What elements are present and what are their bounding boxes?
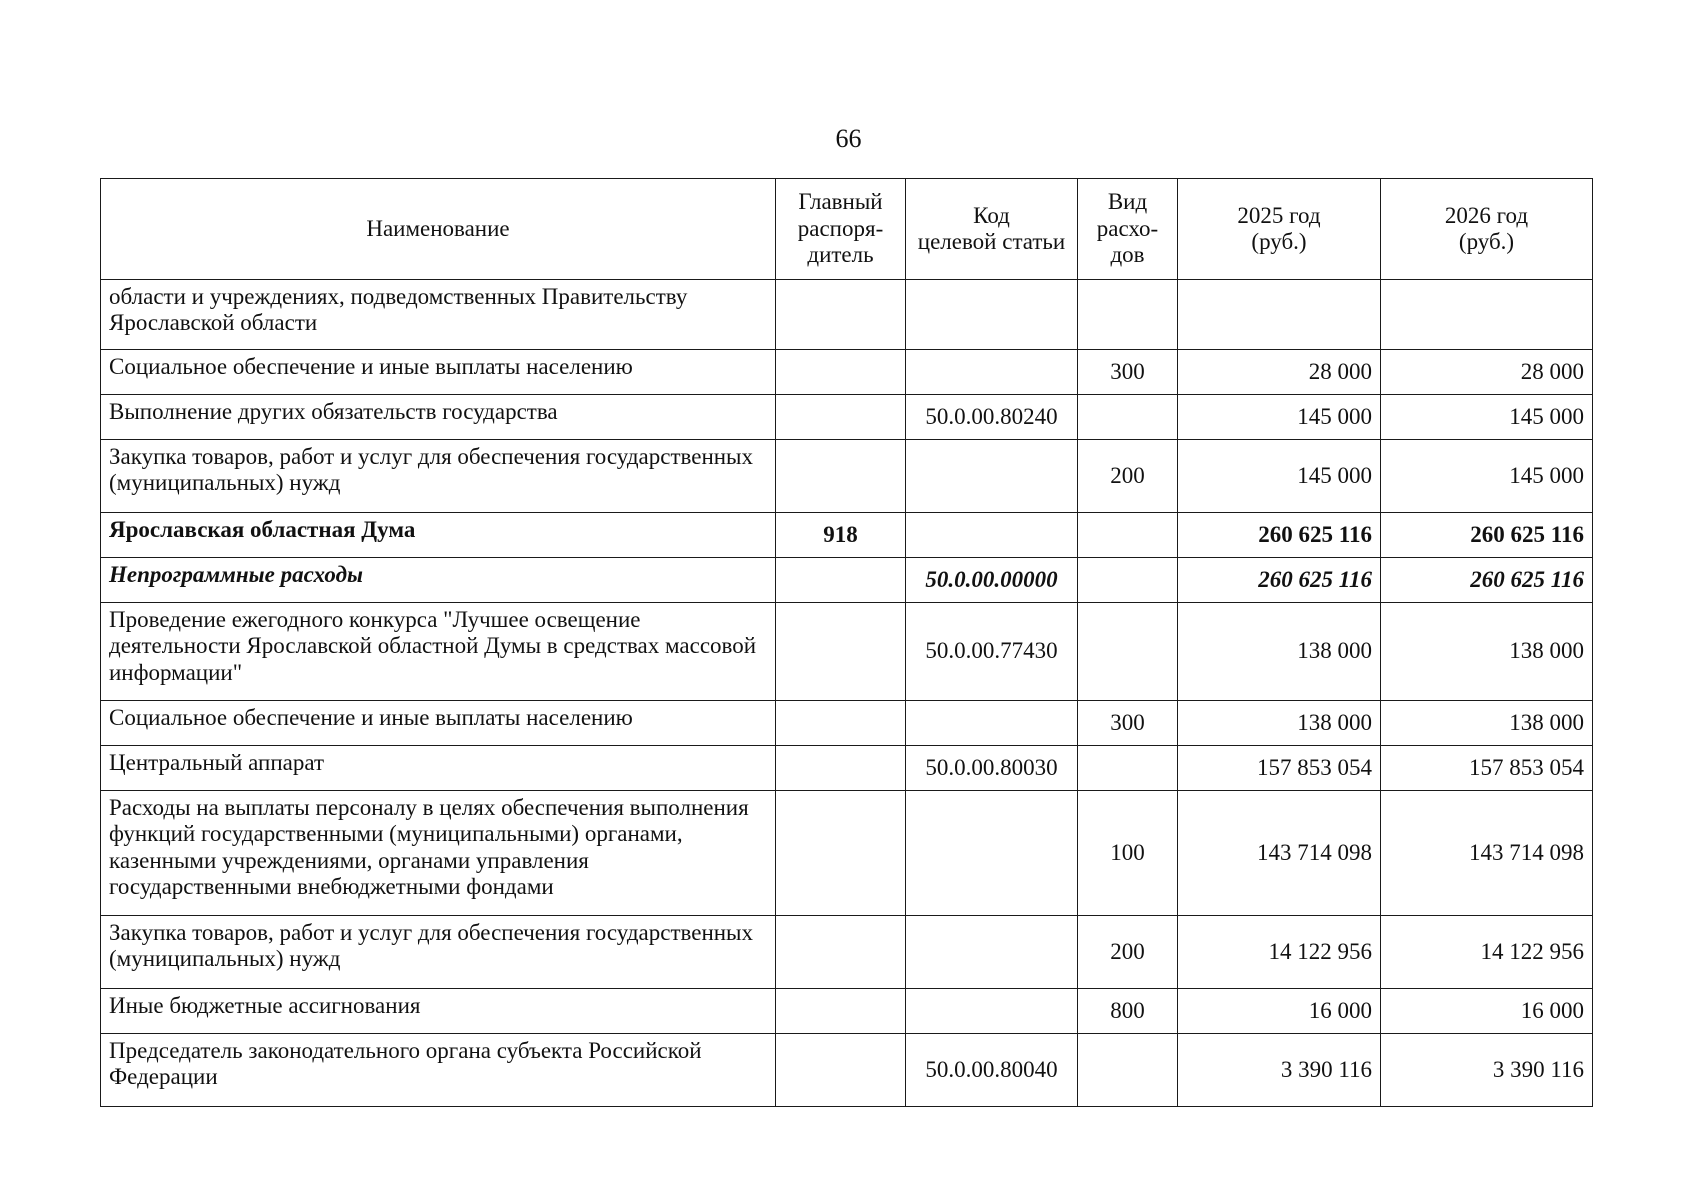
table-row [101,280,1593,350]
cell-target-code [906,440,1078,513]
cell-expense-type [1078,558,1178,603]
cell-2026: 3 390 116 [1381,1034,1593,1107]
cell-target-code: 50.0.00.77430 [906,603,1078,701]
cell-name: Закупка товаров, работ и услуг для обеспечения государственных (муниципальных) нужд [101,916,776,989]
cell-target-code: 50.0.00.80040 [906,1034,1078,1107]
table-row [101,916,1593,989]
cell-2025: 16 000 [1178,989,1381,1034]
cell-expense-type [1078,280,1178,350]
cell-name: Проведение ежегодного конкурса "Лучшее освещение деятельности Ярославской областной Думы в средствах массовой информации" [101,603,776,701]
cell-name: Непрограммные расходы [101,558,776,603]
cell-expense-type: 100 [1078,791,1178,916]
cell-target-code: 50.0.00.80030 [906,746,1078,791]
cell-2026: 28 000 [1381,350,1593,395]
cell-2026: 260 625 116 [1381,558,1593,603]
cell-2026: 260 625 116 [1381,513,1593,558]
table-row [101,701,1593,746]
cell-name: Ярославская областная Дума [101,513,776,558]
cell-2025: 14 122 956 [1178,916,1381,989]
cell-main-manager [776,746,906,791]
cell-2025: 145 000 [1178,395,1381,440]
table-body [101,280,1593,1107]
cell-name: Социальное обеспечение и иные выплаты населению [101,701,776,746]
cell-main-manager [776,989,906,1034]
cell-main-manager [776,701,906,746]
cell-expense-type: 300 [1078,701,1178,746]
cell-2025: 28 000 [1178,350,1381,395]
cell-2026: 14 122 956 [1381,916,1593,989]
cell-name: Закупка товаров, работ и услуг для обеспечения государственных (муниципальных) нужд [101,440,776,513]
table-row [101,989,1593,1034]
table-row [101,513,1593,558]
cell-target-code: 50.0.00.00000 [906,558,1078,603]
cell-expense-type [1078,513,1178,558]
header-2025: 2025 год (руб.) [1178,179,1381,280]
cell-2026: 138 000 [1381,603,1593,701]
cell-2025: 138 000 [1178,603,1381,701]
cell-2026: 157 853 054 [1381,746,1593,791]
cell-2026: 138 000 [1381,701,1593,746]
table-row [101,1034,1593,1107]
cell-expense-type [1078,603,1178,701]
cell-2025: 260 625 116 [1178,558,1381,603]
cell-2025: 260 625 116 [1178,513,1381,558]
cell-2025: 157 853 054 [1178,746,1381,791]
header-main-manager: Главный распоря- дитель [776,179,906,280]
cell-target-code [906,701,1078,746]
cell-expense-type [1078,746,1178,791]
cell-2026: 143 714 098 [1381,791,1593,916]
cell-main-manager [776,440,906,513]
cell-2025: 145 000 [1178,440,1381,513]
cell-target-code [906,916,1078,989]
cell-2026: 145 000 [1381,395,1593,440]
cell-target-code [906,280,1078,350]
cell-2025: 138 000 [1178,701,1381,746]
cell-main-manager: 918 [776,513,906,558]
table-row [101,440,1593,513]
cell-2026 [1381,280,1593,350]
header-2026: 2026 год (руб.) [1381,179,1593,280]
table-row [101,746,1593,791]
cell-name: Выполнение других обязательств государства [101,395,776,440]
table-header-row [101,179,1593,280]
cell-expense-type [1078,395,1178,440]
header-expense-type: Вид расхо- дов [1078,179,1178,280]
cell-target-code [906,513,1078,558]
cell-main-manager [776,791,906,916]
cell-2025 [1178,280,1381,350]
cell-main-manager [776,395,906,440]
cell-name: Иные бюджетные ассигнования [101,989,776,1034]
page-number: 66 [835,124,862,153]
cell-main-manager [776,350,906,395]
cell-2026: 145 000 [1381,440,1593,513]
table-row [101,395,1593,440]
cell-expense-type: 200 [1078,916,1178,989]
cell-main-manager [776,280,906,350]
cell-name: Расходы на выплаты персоналу в целях обеспечения выполнения функций государственными (муниципальными) органами, казенными учреждениями, органами управления государственными внебюджетными фондами [101,791,776,916]
cell-expense-type: 300 [1078,350,1178,395]
cell-main-manager [776,916,906,989]
cell-name: Социальное обеспечение и иные выплаты населению [101,350,776,395]
header-name: Наименование [101,179,776,280]
cell-target-code [906,350,1078,395]
table-row [101,350,1593,395]
table-row [101,603,1593,701]
cell-name: Центральный аппарат [101,746,776,791]
table-row [101,791,1593,916]
cell-2026: 16 000 [1381,989,1593,1034]
cell-expense-type [1078,1034,1178,1107]
cell-main-manager [776,1034,906,1107]
cell-expense-type: 200 [1078,440,1178,513]
cell-target-code: 50.0.00.80240 [906,395,1078,440]
cell-expense-type: 800 [1078,989,1178,1034]
cell-name: Председатель законодательного органа субъекта Российской Федерации [101,1034,776,1107]
cell-2025: 3 390 116 [1178,1034,1381,1107]
cell-name: области и учреждениях, подведомственных Правительству Ярославской области [101,280,776,350]
cell-target-code [906,989,1078,1034]
cell-2025: 143 714 098 [1178,791,1381,916]
table-row [101,558,1593,603]
header-target-code: Код целевой статьи [906,179,1078,280]
cell-target-code [906,791,1078,916]
cell-main-manager [776,558,906,603]
budget-table [100,178,1593,1107]
cell-main-manager [776,603,906,701]
